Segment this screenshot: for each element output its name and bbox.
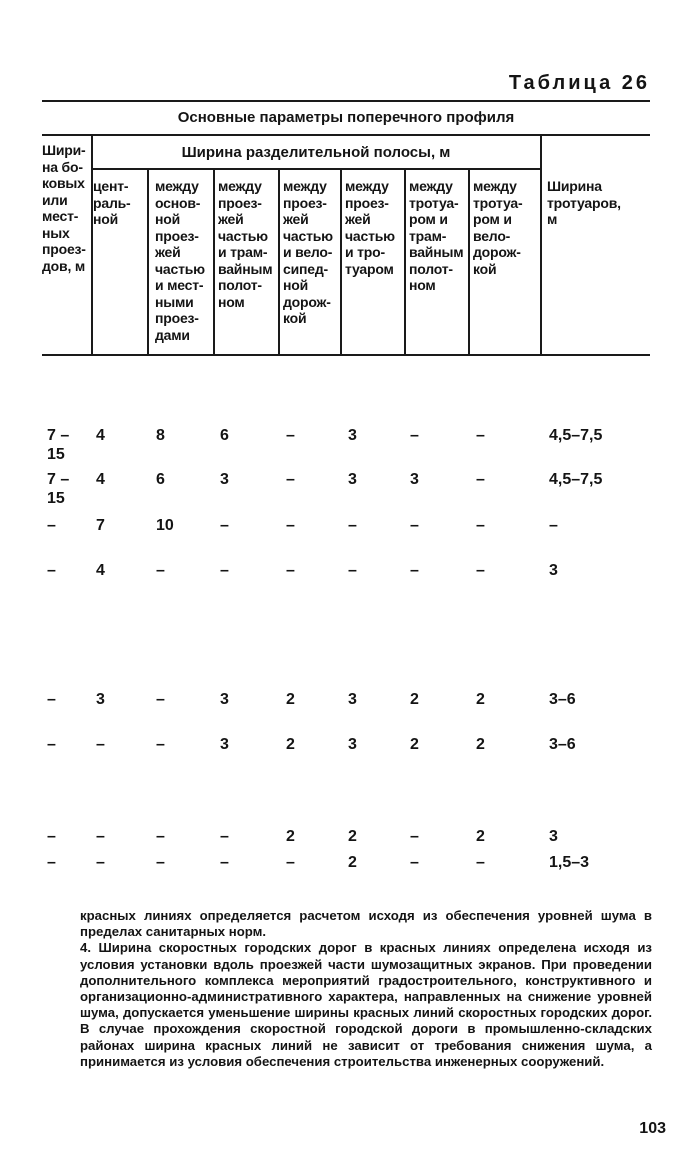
table-cell: 2 [348,854,357,871]
table-top-rule [42,100,650,102]
table-cell: 2 [348,828,357,845]
body-text [80,908,652,1070]
table-cell: – [47,854,56,871]
table-cell: – [220,517,229,534]
main-header: Основные параметры поперечного профиля [177,109,515,126]
table-cell: – [476,562,485,579]
sub-header-rule [92,168,540,170]
table-cell: – [47,828,56,845]
table-cell: – [348,562,357,579]
table-cell: – [476,517,485,534]
table-cell: – [410,427,419,444]
table-cell: – [96,736,105,753]
table-cell: 2 [286,691,295,708]
table-cell: 3–6 [549,691,576,708]
table-cell: 3 [220,691,229,708]
table-cell: 3 [549,562,558,579]
table-cell: 6 [220,427,229,444]
table-cell: 3 [96,691,105,708]
table-cell: 3 [348,736,357,753]
table-cell: – [47,736,56,753]
table-cell: – [96,828,105,845]
table-cell: 3 [348,691,357,708]
body-paragraph: красных линиях определяется расчетом исходя из обеспечения уровней шума в пределах санитарных норм. [80,908,652,940]
table-cell: – [156,736,165,753]
table-cell: 6 [156,471,165,488]
table-title: Таблица 26 [508,72,650,94]
table-cell: 8 [156,427,165,444]
table-cell: 3 [549,828,558,845]
column-header-side-road-width: Шири- на бо- ковых или мест- ных проез- дов, м [42,142,86,274]
column-header-sidewalk-and-bike: между тротуа- ром и вело- дорож- кой [473,178,523,277]
column-header-main-and-local: между основ- ной проез- жей частью и мест- ными проез- дами [155,178,205,343]
table-cell: – [220,828,229,845]
table-cell: – [410,562,419,579]
column-divider [468,170,470,354]
column-divider [540,136,542,354]
table-cell: – [47,562,56,579]
column-header-central: цент- раль- ной [93,178,131,227]
table-header-bottom-rule [42,354,650,356]
column-header-road-and-bike: между проез- жей частью и вело- сипед- ной дорож- кой [283,178,333,326]
table-cell: – [410,828,419,845]
table-cell: 3 [220,471,229,488]
table-cell: – [286,562,295,579]
table-cell: – [286,471,295,488]
table-cell: 3 [348,471,357,488]
table-cell: – [156,691,165,708]
column-divider [278,170,280,354]
body-paragraph: 4. Ширина скоростных городских дорог в красных линиях определена исходя из условия установки вдоль проезжей части шумозащитных экранов. При проведении дополнительного комплекса мероприятий градостроительного, конструктивного и организационно-административного характера, направленных на снижение уровней шума, допускается уменьшение ширины красных линий скоростных городских дорог. В случае прохождения скоростной городской дороги в промышленно-складских районах ширина красных линий не зависит от требования снижения шума, а принимается из условия обеспечения строительства инженерных сооружений. [80,940,652,1069]
column-header-road-and-sidewalk: между проез- жей частью и тро- туаром [345,178,395,277]
table-cell: 7 – 15 [47,471,70,507]
table-cell: 7 – 15 [47,427,70,463]
table-cell: 2 [476,736,485,753]
table-cell: – [96,854,105,871]
table-cell: 2 [410,736,419,753]
table-cell: 4 [96,562,105,579]
column-divider [91,136,93,354]
table-cell: – [47,691,56,708]
table-cell: – [220,562,229,579]
table-cell: 3–6 [549,736,576,753]
table-cell: – [476,471,485,488]
page-number: 103 [639,1120,666,1137]
header-rule [42,134,650,136]
table-cell: 2 [410,691,419,708]
table-cell: 2 [476,828,485,845]
table-cell: – [286,854,295,871]
table-cell: – [410,854,419,871]
table-cell: – [156,562,165,579]
table-cell: – [476,427,485,444]
table-cell: 3 [410,471,419,488]
table-cell: – [410,517,419,534]
table-cell: – [156,854,165,871]
column-divider [147,170,149,354]
table-cell: 10 [156,517,174,534]
table-cell: – [286,517,295,534]
column-divider [340,170,342,354]
table-cell: 2 [286,736,295,753]
table-cell: – [220,854,229,871]
table-cell: – [47,517,56,534]
table-cell: – [156,828,165,845]
table-cell: 4,5–7,5 [549,427,603,444]
column-header-sidewalk-width: Ширина тротуаров, м [547,178,621,227]
table-cell: – [286,427,295,444]
table-cell: 7 [96,517,105,534]
table-cell: 2 [286,828,295,845]
sub-header: Ширина разделительной полосы, м [181,144,451,161]
table-cell: 4,5–7,5 [549,471,603,488]
table-cell: 3 [348,427,357,444]
table-cell: – [348,517,357,534]
table-cell: – [549,517,558,534]
table-cell: – [476,854,485,871]
column-header-road-and-tram: между проез- жей частью и трам- вайным полот- ном [218,178,273,310]
table-cell: 4 [96,471,105,488]
table-cell: 3 [220,736,229,753]
column-divider [404,170,406,354]
table-cell: 4 [96,427,105,444]
column-divider [213,170,215,354]
table-cell: 2 [476,691,485,708]
table-cell: 1,5–3 [549,854,590,871]
column-header-sidewalk-and-tram: между тротуа- ром и трам- вайным полот- ном [409,178,464,293]
